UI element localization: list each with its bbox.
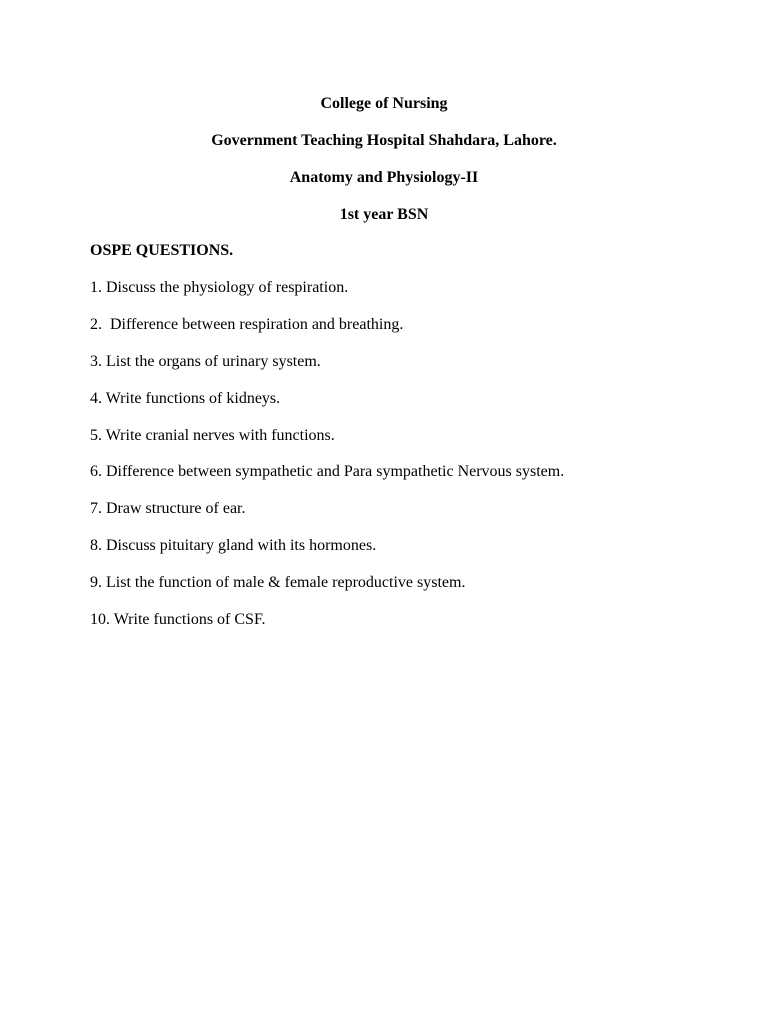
question-item: 7. Draw structure of ear.: [90, 500, 246, 517]
class-title: 1st year BSN: [339, 206, 429, 223]
question-item: 1. Discuss the physiology of respiration.: [90, 279, 349, 296]
question-item: 5. Write cranial nerves with functions.: [90, 427, 335, 444]
question-item: 2. Difference between respiration and breathing.: [90, 316, 404, 333]
question-item: 8. Discuss pituitary gland with its hormones.: [90, 537, 377, 554]
institution-title: College of Nursing: [320, 95, 448, 112]
question-item: 6. Difference between sympathetic and Para sympathetic Nervous system.: [90, 463, 565, 480]
question-item: 4. Write functions of kidneys.: [90, 390, 281, 407]
hospital-title: Government Teaching Hospital Shahdara, Lahore.: [211, 132, 557, 149]
question-item: 3. List the organs of urinary system.: [90, 353, 321, 370]
question-item: 9. List the function of male & female reproductive system.: [90, 574, 466, 591]
subject-title: Anatomy and Physiology-II: [289, 169, 479, 186]
section-heading: OSPE QUESTIONS.: [90, 242, 234, 259]
question-item: 10. Write functions of CSF.: [90, 611, 266, 628]
